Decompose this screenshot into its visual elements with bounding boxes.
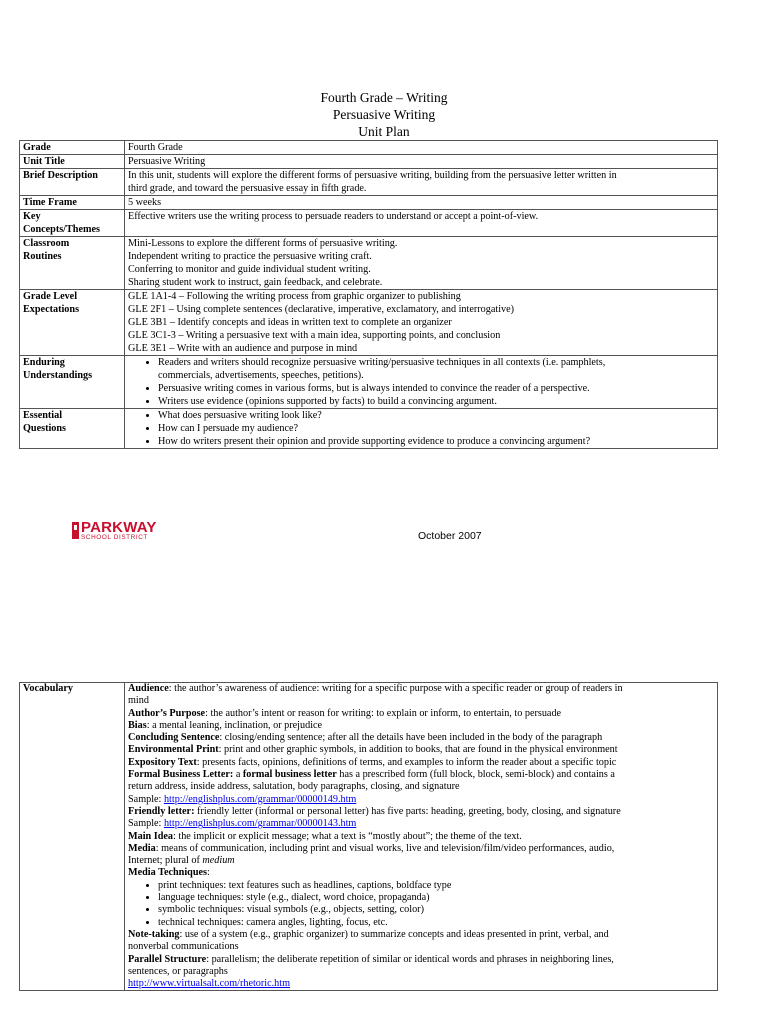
row-label: Unit Title (20, 155, 125, 169)
vocab-term: Audience (128, 683, 169, 694)
parkway-logo (72, 520, 164, 542)
text-line: GLE 1A1-4 – Following the writing process from graphic organizer to publishing (128, 291, 461, 302)
footer-date: October 2007 (418, 530, 482, 542)
row-value (125, 356, 718, 409)
row-value (125, 290, 718, 356)
table-row-vocabulary (20, 683, 718, 991)
sample-label: Sample: (128, 818, 164, 830)
list-item: • How do writers present their opinion and provide supporting evidence to produce a convincing argument? (158, 435, 714, 448)
row-value (125, 237, 718, 290)
vocab-term: Media Techniques (128, 867, 207, 879)
vocab-definition: : the author’s awareness of audience: writing for a specific purpose with a specific reader or group of readers in (168, 683, 623, 694)
logo-mark-icon (72, 522, 79, 539)
text-line: commercials, advertisements, speeches, petitions). (158, 370, 364, 381)
text-line: In this unit, students will explore the different forms of persuasive writing, building from the persuasive letter written in (128, 170, 617, 181)
vocab-entry-parallel-structure (128, 954, 714, 966)
list-item: • Writers use evidence (opinions supported by facts) to build a convincing argument. (158, 395, 714, 408)
text-line: GLE 3B1 – Identify concepts and ideas in written text to complete an organizer (128, 317, 452, 328)
sample-line (128, 818, 714, 830)
label-line: Questions (23, 423, 67, 434)
vocab-term: Environmental Print (128, 744, 219, 756)
vocab-definition: friendly letter (informal or personal letter) has five parts: heading, greeting, body, closing, and signature (194, 805, 621, 817)
text-line: • Readers and writers should recognize persuasive writing/persuasive techniques in all contexts (i.e. pamphlets, (158, 357, 606, 368)
vocab-term: Author’s Purpose (128, 707, 206, 719)
table-row-classroom-routines (20, 237, 718, 290)
row-value: Effective writers use the writing process to persuade readers to understand or accept a point-of-view. (125, 210, 718, 237)
list-item: • What does persuasive writing look like? (158, 409, 714, 422)
vocab-definition-continued: sentences, or paragraphs (128, 965, 228, 977)
formal-letter-sample-link[interactable]: http://englishplus.com/grammar/00000149.htm (163, 793, 357, 805)
row-label (20, 210, 125, 237)
logo-subtitle: SCHOOL DISTRICT (81, 534, 148, 541)
row-label: Brief Description (20, 169, 125, 196)
vocab-term: Expository Text (128, 756, 197, 768)
vocab-definition-text: Internet; plural of (128, 855, 203, 867)
label-line: Enduring (23, 357, 65, 368)
row-label (20, 237, 125, 290)
parallel-structure-link[interactable]: http://www.virtualsalt.com/rhetoric.htm (128, 978, 291, 990)
document-title-line-2: Persuasive Writing (332, 107, 436, 122)
vocab-definition: : use of a system (e.g., graphic organizer) to summarize concepts and ideas presented in print, verbal, and (179, 928, 609, 940)
text-line: third grade, and toward the persuasive essay in fifth grade. (128, 183, 367, 194)
vocab-definition: : print and other graphic symbols, in addition to books, that are found in the physical environment (218, 744, 618, 756)
text-line: Mini-Lessons to explore the different forms of persuasive writing. (128, 238, 398, 249)
vocab-entry-media-techniques (128, 867, 714, 879)
table-row-grade-level-expectations (20, 290, 718, 356)
unit-plan-table (19, 140, 718, 449)
list-item: • technical techniques: camera angles, lighting, focus, etc. (158, 917, 714, 929)
text-line: Independent writing to practice the persuasive writing craft. (128, 251, 372, 262)
text-line: GLE 2F1 – Using complete sentences (declarative, imperative, exclamatory, and interrogative) (128, 304, 515, 315)
vocab-entry-concluding-sentence (128, 732, 714, 744)
table-row-key-concepts (20, 210, 718, 237)
vocab-entry-friendly-letter (128, 806, 714, 818)
vocab-definition: : parallelism; the deliberate repetition of similar or identical words and phrases in neighboring lines, (206, 953, 614, 965)
list-item (158, 356, 714, 382)
row-label (20, 409, 125, 449)
vocab-entry-media (128, 843, 714, 855)
vocab-definition: : a mental leaning, inclination, or prejudice (146, 719, 323, 731)
vocab-definition: : presents facts, opinions, definitions of terms, and examples to inform the reader about a specific topic (196, 756, 617, 768)
list-item: • language techniques: style (e.g., dialect, word choice, propaganda) (158, 892, 714, 904)
label-line: Understandings (23, 370, 93, 381)
logo-name: PARKWAY (81, 519, 157, 536)
friendly-letter-sample-link[interactable]: http://englishplus.com/grammar/00000143.htm (163, 818, 357, 830)
vocab-definition: has a prescribed form (full block, block, semi-block) and contains a (336, 769, 615, 781)
vocab-term: Friendly letter: (128, 805, 195, 817)
vocab-term: Concluding Sentence (128, 732, 220, 744)
vocabulary-definitions (125, 683, 718, 991)
label-line: Expectations (23, 304, 80, 315)
row-label (20, 290, 125, 356)
bullet-list (128, 409, 714, 448)
list-item: • symbolic techniques: visual symbols (e.g., objects, setting, color) (158, 904, 714, 916)
vocab-definition: : the implicit or explicit message; what a text is “mostly about”; the theme of the text. (173, 830, 522, 842)
vocab-definition: : means of communication, including print and visual works, live and television/film/video performances, audio, (155, 842, 615, 854)
vocab-colon: : (206, 867, 210, 879)
row-value: 5 weeks (125, 196, 718, 210)
row-label: Vocabulary (20, 683, 125, 991)
table-row-essential-questions (20, 409, 718, 449)
table-row-brief-description (20, 169, 718, 196)
text-line: Sharing student work to instruct, gain feedback, and celebrate. (128, 277, 383, 288)
table-row-time-frame (20, 196, 718, 210)
row-value (125, 409, 718, 449)
row-label (20, 356, 125, 409)
vocab-term: Parallel Structure (128, 953, 207, 965)
row-value: Fourth Grade (125, 141, 718, 155)
list-item: • Persuasive writing comes in various forms, but is always intended to convince the reader of a perspective. (158, 382, 714, 395)
vocab-definition-lead: a (233, 769, 243, 781)
media-techniques-list (128, 880, 714, 929)
vocab-definition-continued: nonverbal communications (128, 941, 239, 953)
label-line: Routines (23, 251, 62, 262)
link-line (128, 978, 714, 990)
row-value: Persuasive Writing (125, 155, 718, 169)
label-line: Grade Level (23, 291, 78, 302)
vocab-entry-expository-text (128, 757, 714, 769)
document-title-line-3: Unit Plan (358, 124, 410, 139)
row-label: Time Frame (20, 196, 125, 210)
label-line: Essential (23, 410, 63, 421)
vocab-entry-formal-business-letter (128, 769, 714, 781)
sample-label: Sample: (128, 793, 164, 805)
vocab-italic-word: medium (202, 855, 235, 867)
table-row-enduring-understandings (20, 356, 718, 409)
label-line: Classroom (23, 238, 70, 249)
text-line: GLE 3E1 – Write with an audience and purpose in mind (128, 343, 358, 354)
vocabulary-table (19, 682, 718, 991)
vocab-term: Media (128, 842, 156, 854)
bullet-list (128, 356, 714, 408)
vocab-term: Main Idea (128, 830, 173, 842)
list-item: • print techniques: text features such as headlines, captions, boldface type (158, 880, 714, 892)
label-line: Concepts/Themes (23, 224, 100, 235)
vocab-definition-continued (128, 855, 714, 867)
vocab-term: Note-taking (128, 928, 180, 940)
vocab-entry-authors-purpose (128, 708, 714, 720)
sample-line (128, 794, 714, 806)
vocab-definition: : the author’s intent or reason for writing: to explain or inform, to entertain, to persuade (205, 707, 562, 719)
document-title-line-1: Fourth Grade – Writing (320, 90, 448, 105)
vocab-definition: : closing/ending sentence; after all the details have been included in the body of the paragraph (219, 732, 603, 744)
table-row-grade (20, 141, 718, 155)
row-value (125, 169, 718, 196)
vocab-entry-environmental-print (128, 744, 714, 756)
vocab-entry-note-taking (128, 929, 714, 941)
vocab-entry-bias (128, 720, 714, 732)
vocab-entry-audience (128, 683, 714, 695)
vocab-entry-main-idea (128, 831, 714, 843)
list-item: • How can I persuade my audience? (158, 422, 714, 435)
vocab-emphasis: formal business letter (242, 769, 337, 781)
vocab-term: Formal Business Letter: (128, 769, 234, 781)
label-line: Key (23, 211, 41, 222)
vocab-term: Bias (128, 719, 147, 731)
vocab-definition-continued: mind (128, 695, 149, 707)
text-line: GLE 3C1-3 – Writing a persuasive text with a main idea, supporting points, and conclusion (128, 330, 501, 341)
table-row-unit-title (20, 155, 718, 169)
text-line: Conferring to monitor and guide individual student writing. (128, 264, 371, 275)
vocab-definition-continued: return address, inside address, salutation, body paragraphs, closing, and signature (128, 781, 460, 793)
row-label: Grade (20, 141, 125, 155)
